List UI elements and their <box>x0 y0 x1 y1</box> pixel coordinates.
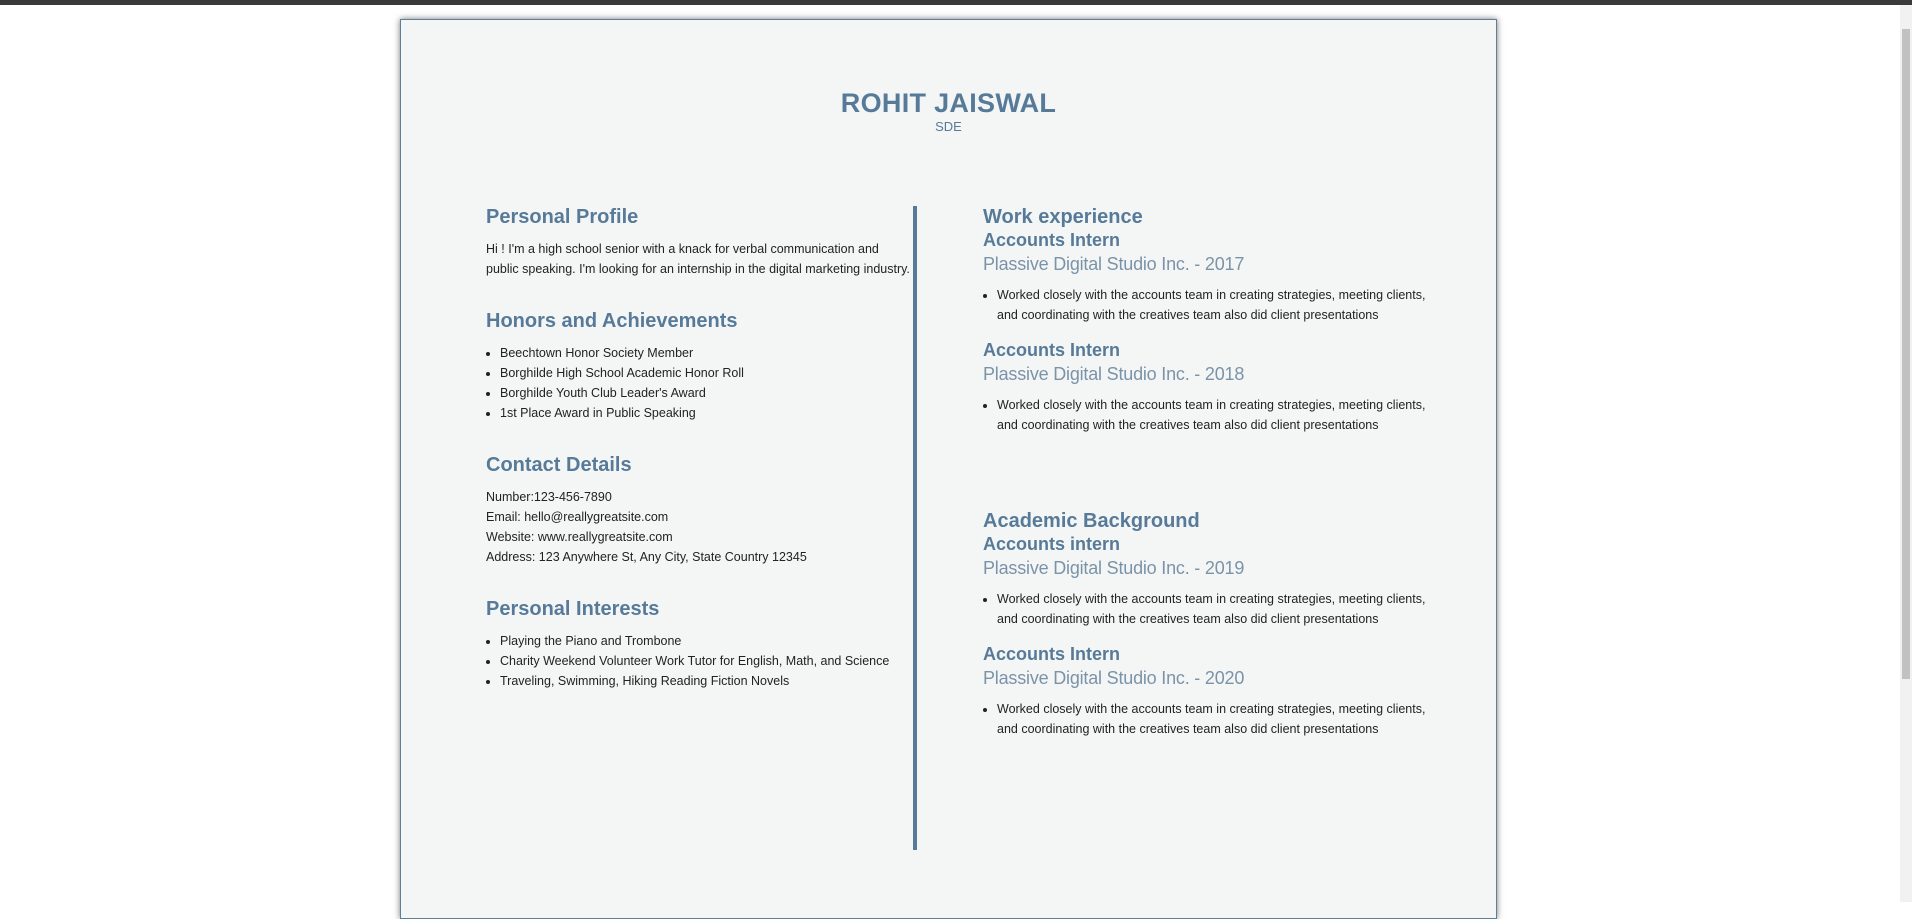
contact-website: Website: www.reallygreatsite.com <box>486 530 673 544</box>
resume-page <box>400 19 1497 919</box>
honors-section <box>486 309 911 423</box>
job-company: Plassive Digital Studio Inc. - 2017 <box>983 254 1245 274</box>
browser-top-bar <box>0 0 1912 5</box>
job-title: Accounts Intern <box>983 340 1121 360</box>
section-title-interests: Personal Interests <box>486 598 660 620</box>
job-bullets <box>983 699 1428 739</box>
contact-section <box>486 453 911 567</box>
list-item: • Worked closely with the accounts team in creating strategies, meeting clients, and coordinating with the creatives team also did client presentations <box>997 395 1428 435</box>
job-entry <box>983 339 1428 435</box>
list-item: • Playing the Piano and Trombone <box>500 631 911 651</box>
job-bullets <box>983 285 1428 325</box>
resume-header <box>401 87 1496 135</box>
section-title-contact: Contact Details <box>486 454 632 476</box>
interests-section <box>486 597 911 691</box>
honors-list <box>486 343 911 423</box>
candidate-role: SDE <box>935 119 962 134</box>
job-company: Plassive Digital Studio Inc. - 2019 <box>983 558 1245 578</box>
job-bullets <box>983 589 1428 629</box>
job-bullets <box>983 395 1428 435</box>
job-title: Accounts Intern <box>983 644 1121 664</box>
job-entry <box>983 533 1428 629</box>
section-title-academic: Academic Background <box>983 510 1200 532</box>
academic-background-section <box>983 509 1428 739</box>
job-company: Plassive Digital Studio Inc. - 2020 <box>983 668 1245 688</box>
candidate-name: ROHIT JAISWAL <box>840 88 1057 118</box>
list-item: • Worked closely with the accounts team in creating strategies, meeting clients, and coordinating with the creatives team also did client presentations <box>997 285 1428 325</box>
job-entry <box>983 643 1428 739</box>
left-column <box>486 205 911 721</box>
vertical-scrollbar[interactable] <box>1900 5 1912 902</box>
contact-address: Address: 123 Anywhere St, Any City, State Country 12345 <box>486 550 807 564</box>
list-item: • Beechtown Honor Society Member <box>500 343 911 363</box>
section-title-profile: Personal Profile <box>486 206 639 228</box>
job-entry <box>983 229 1428 325</box>
profile-text: Hi ! I'm a high school senior with a knack for verbal communication and public speaking. I'm looking for an internship in the digital marketing industry. <box>486 242 910 276</box>
right-column <box>983 205 1428 753</box>
job-title: Accounts intern <box>983 534 1121 554</box>
list-item: • Charity Weekend Volunteer Work Tutor for English, Math, and Science <box>500 651 911 671</box>
contact-email: Email: hello@reallygreatsite.com <box>486 510 669 524</box>
list-item: • 1st Place Award in Public Speaking <box>500 403 911 423</box>
column-divider <box>913 206 917 850</box>
interests-list <box>486 631 911 691</box>
list-item: • Traveling, Swimming, Hiking Reading Fiction Novels <box>500 671 911 691</box>
list-item: • Borghilde High School Academic Honor Roll <box>500 363 911 383</box>
work-experience-section <box>983 205 1428 435</box>
list-item: • Worked closely with the accounts team in creating strategies, meeting clients, and coordinating with the creatives team also did client presentations <box>997 699 1428 739</box>
job-company: Plassive Digital Studio Inc. - 2018 <box>983 364 1245 384</box>
contact-number: Number:123-456-7890 <box>486 490 612 504</box>
section-title-honors: Honors and Achievements <box>486 310 738 332</box>
section-title-work: Work experience <box>983 206 1143 228</box>
list-item: • Worked closely with the accounts team in creating strategies, meeting clients, and coordinating with the creatives team also did client presentations <box>997 589 1428 629</box>
scrollbar-thumb[interactable] <box>1902 29 1910 679</box>
job-title: Accounts Intern <box>983 230 1121 250</box>
list-item: • Borghilde Youth Club Leader's Award <box>500 383 911 403</box>
personal-profile-section <box>486 205 911 279</box>
